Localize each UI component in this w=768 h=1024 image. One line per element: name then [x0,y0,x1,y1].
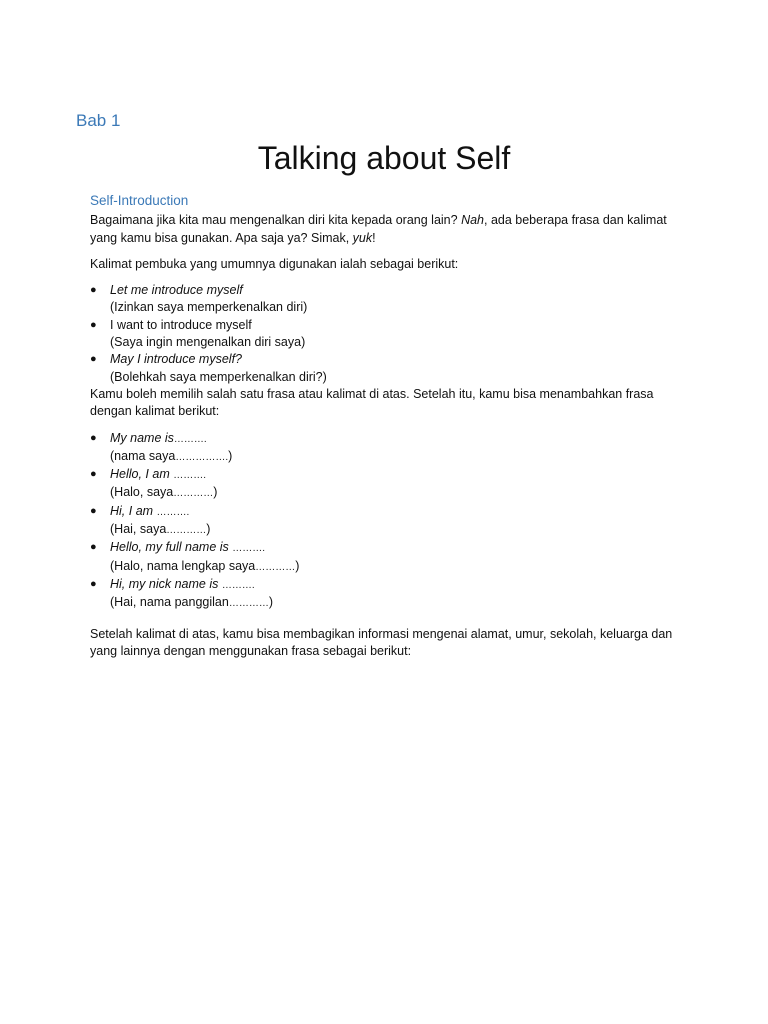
blank-dots: ………. [232,543,266,555]
close-paren: ) [268,595,273,610]
phrase-text: May I introduce myself? [110,352,242,367]
choose-sentence: Kamu boleh memilih salah satu frasa atau kalimat di atas. Setelah itu, kamu bisa menambahkan frasa dengan kalimat berikut: [90,386,654,419]
blank-dots: ………… [166,525,207,537]
phrase-text: Hi, I am [110,503,157,518]
translation-text: (Halo, saya [110,485,174,500]
translation-text: (Bolehkah saya memperkenalkan diri?) [110,369,327,384]
list-item [90,351,690,386]
list-item [90,539,690,576]
list-item [90,466,690,503]
translation-text: (Halo, nama lengkap saya [110,558,256,573]
chapter-label: Bab 1 [76,111,121,130]
blank-dots: ………. [156,506,190,518]
bullet-icon: ● [90,318,97,331]
list-item [90,576,690,613]
close-paren: ) [213,485,218,500]
close-paren: ) [228,448,233,463]
list-item [90,503,690,540]
blank-dots: ………… [255,561,296,573]
name-phrase-list [90,430,690,613]
intro-nah: Nah [461,213,484,228]
translation-text: (nama saya [110,448,176,463]
blank-dots: ……………. [175,451,229,463]
blank-dots: ………… [228,598,269,610]
section-heading: Self-Introduction [90,193,189,208]
intro-text-2: , ada beberapa frasa dan kalimat yang kamu bisa gunakan. Apa saja ya? Simak, [90,213,667,245]
intro-text-1: Bagaimana jika kita mau mengenalkan diri kita kepada orang lain? [90,213,462,228]
bullet-icon: ● [90,577,97,590]
close-paren: ) [295,558,300,573]
list-item [90,282,690,317]
phrase-text: My name is [110,430,174,445]
phrase-text: Hello, I am [110,467,174,482]
intro-paragraph [90,212,690,247]
translation-text: (Izinkan saya memperkenalkan diri) [110,300,308,315]
blank-dots: ………. [221,579,255,591]
intro-yuk: yuk [352,230,373,245]
phrase-text: Hi, my nick name is [110,576,222,591]
phrase-text: I want to introduce myself [110,317,252,332]
phrase-text: Hello, my full name is [110,540,233,555]
bullet-icon: ● [90,541,97,554]
bullet-icon: ● [90,353,97,366]
translation-text: (Saya ingin mengenalkan diri saya) [110,335,306,350]
translation-text: (Hai, saya [110,522,167,537]
list-item [90,317,690,352]
opening-sentence: Kalimat pembuka yang umumnya digunakan ialah sebagai berikut: [90,256,459,271]
phrase-text: Let me introduce myself [110,283,243,298]
document-body [90,192,690,660]
close-paren: ) [206,522,211,537]
translation-text: (Hai, nama panggilan [110,595,229,610]
bullet-icon: ● [90,284,97,297]
blank-dots: ………. [173,470,206,482]
list-item [90,430,690,467]
opening-phrase-list [90,282,690,386]
page-title: Talking about Self [257,140,511,176]
bullet-icon: ● [90,468,97,481]
intro-text-3: ! [372,230,376,245]
blank-dots: ………. [173,433,207,445]
blank-dots: ………… [173,488,214,500]
bullet-icon: ● [90,431,97,444]
closing-sentence: Setelah kalimat di atas, kamu bisa membagikan informasi mengenai alamat, umur, sekolah, keluarga dan yang lainnya dengan menggunakan frasa sebagai berikut: [90,626,673,658]
bullet-icon: ● [90,504,97,517]
